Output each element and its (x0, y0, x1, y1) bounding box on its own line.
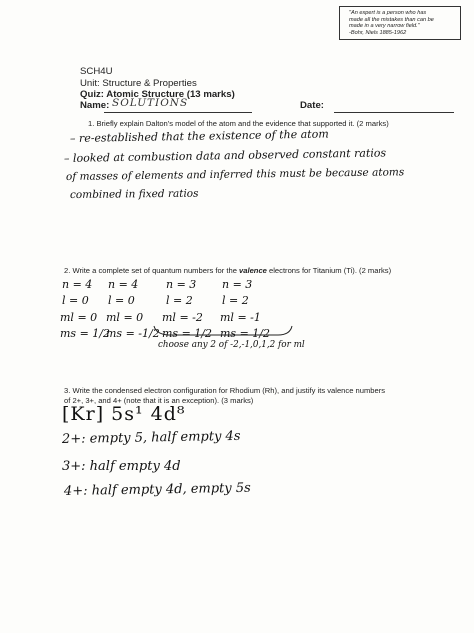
q3-config: [Kr] 5s¹ 4d⁸ (62, 403, 186, 425)
date-label: Date: (300, 100, 324, 111)
q1-answer-line: combined in fixed ratios (69, 187, 199, 201)
q3-answer-3plus: 3+: half empty 4d (62, 459, 181, 474)
course-code: SCH4U (80, 66, 113, 77)
q2-col1-n: n = 4 (62, 278, 93, 291)
q2-col3-ml: ml = -2 (162, 311, 203, 324)
name-value: SOLUTIONS (112, 97, 189, 109)
unit-title: Unit: Structure & Properties (80, 78, 197, 89)
question-3-prompt-line2: of 2+, 3+, and 4+ (note that it is an exception). (3 marks) (64, 396, 254, 405)
q3-answer-4plus: 4+: half empty 4d, empty 5s (63, 480, 251, 499)
date-underline (334, 112, 454, 113)
q3-answer-2plus: 2+: empty 5, half empty 4s (61, 428, 241, 447)
q2-col1-ms: ms = 1/2 (60, 327, 110, 340)
quote-line: made all the mistakes than can be (349, 16, 434, 23)
q2-col4-ms: ms = 1/2 (220, 327, 270, 340)
q2-prompt-end: electrons for Titanium (Ti). (2 marks) (266, 266, 392, 275)
question-1-prompt: 1. Briefly explain Dalton's model of the atom and the evidence that supported it. (2 marks) (88, 119, 389, 128)
q2-col1-l: l = 0 (62, 294, 89, 307)
quote-line: "An expert is a person who has (349, 10, 427, 16)
q2-col4-n: n = 3 (222, 278, 253, 291)
q2-col2-ml: ml = 0 (106, 311, 144, 324)
question-3-prompt-line1: 3. Write the condensed electron configuration for Rhodium (Rh), and justify its valence numbers (64, 386, 386, 395)
q1-answer-line: of masses of elements and inferred this must be because atoms (65, 166, 405, 183)
q2-col2-l: l = 0 (108, 294, 135, 307)
quote-box (339, 6, 461, 40)
q2-col3-ms: ms = 1/2 (162, 327, 212, 340)
q1-answer-line: – re-established that the existence of the atom (69, 127, 329, 145)
q2-prompt-start: 2. Write a complete set of quantum numbers for the (64, 266, 240, 275)
q1-answer-line: – looked at combustion data and observed constant ratios (63, 146, 387, 165)
q2-col4-ml: ml = -1 (220, 311, 261, 324)
q2-note: choose any 2 of -2,-1,0,1,2 for ml (158, 340, 305, 350)
q2-col1-ml: ml = 0 (60, 311, 98, 324)
name-label: Name: (80, 100, 110, 111)
q2-col4-l: l = 2 (222, 294, 249, 307)
q2-col3-l: l = 2 (166, 294, 193, 307)
q2-prompt-emphasis: valence (239, 266, 267, 275)
quote-line: made in a very narrow field." (349, 23, 420, 30)
question-2-prompt (64, 266, 391, 275)
q2-col2-n: n = 4 (108, 278, 139, 291)
name-underline (104, 112, 252, 113)
quote-attribution: -Bohr, Niels 1885-1962 (349, 29, 407, 36)
q2-col2-ms: ms = -1/2 (106, 327, 160, 340)
quiz-title: Quiz: Atomic Structure (13 marks) (80, 89, 235, 100)
q2-col3-n: n = 3 (166, 278, 197, 291)
